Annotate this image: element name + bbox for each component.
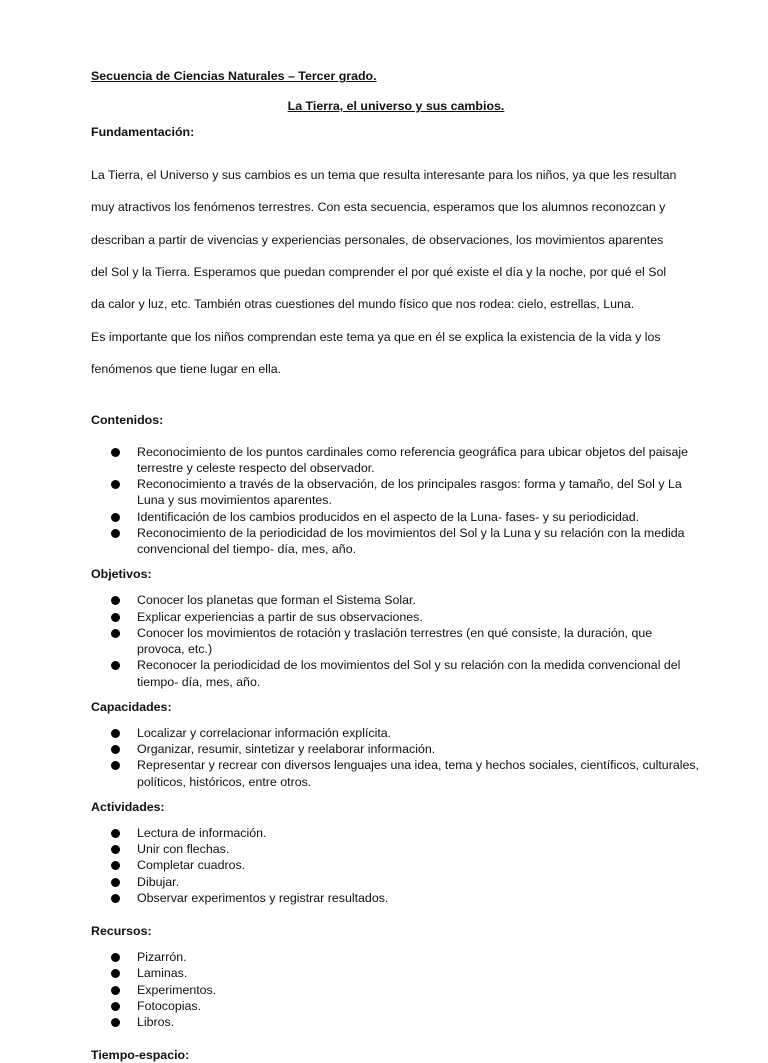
- list-item-text: Dibujar.: [137, 874, 180, 889]
- list-item: [91, 609, 701, 625]
- bullet-icon: [111, 613, 120, 622]
- bullet-icon: [111, 529, 120, 538]
- fundamentacion-line: da calor y luz, etc. También otras cuestiones del mundo físico que nos rodea: cielo, estrellas, Luna.: [91, 297, 635, 312]
- list-item-text: Laminas.: [137, 966, 188, 981]
- list-item: [91, 509, 701, 525]
- fundamentacion-paragraph: [91, 151, 701, 394]
- bullet-icon: [111, 729, 120, 738]
- bullet-icon: [111, 661, 120, 670]
- bullet-icon: [111, 745, 120, 754]
- list-item: [91, 841, 701, 857]
- list-item-text: Lectura de información.: [137, 825, 267, 840]
- list-item: [91, 998, 701, 1014]
- bullet-icon: [111, 878, 120, 887]
- list-item-text: Identificación de los cambios producidos en el aspecto de la Luna- fases- y su periodicidad.: [137, 509, 640, 524]
- actividades-heading: Actividades:: [91, 799, 165, 814]
- list-item: [91, 476, 701, 508]
- bullet-icon: [111, 629, 120, 638]
- list-item-text: Experimentos.: [137, 982, 217, 997]
- fundamentacion-line: fenómenos que tiene lugar en ella.: [91, 362, 282, 377]
- objetivos-list: [91, 592, 701, 689]
- list-item: [91, 965, 701, 981]
- recursos-heading: Recursos:: [91, 923, 152, 938]
- objetivos-heading: Objetivos:: [91, 567, 152, 582]
- actividades-list: [91, 825, 701, 906]
- list-item-text: Representar y recrear con diversos lenguajes una idea, tema y hechos sociales, científicos, culturales, políticos, históricos, entre otros.: [137, 758, 699, 789]
- capacidades-heading: Capacidades:: [91, 699, 172, 714]
- list-item-text: Fotocopias.: [137, 998, 202, 1013]
- list-item: [91, 825, 701, 841]
- bullet-icon: [111, 761, 120, 770]
- contenidos-list: [91, 444, 701, 557]
- bullet-icon: [111, 596, 120, 605]
- bullet-icon: [111, 448, 120, 457]
- fundamentacion-heading: Fundamentación:: [91, 125, 195, 140]
- recursos-list: [91, 949, 701, 1030]
- bullet-icon: [111, 1018, 120, 1027]
- bullet-icon: [111, 969, 120, 978]
- list-item: [91, 1014, 701, 1030]
- bullet-icon: [111, 986, 120, 995]
- bullet-icon: [111, 845, 120, 854]
- list-item-text: Pizarrón.: [137, 950, 187, 965]
- list-item-text: Reconocer la periodicidad de los movimientos del Sol y su relación con la medida convencional del tiempo- día, mes, año.: [137, 658, 681, 689]
- document-subtitle: La Tierra, el universo y sus cambios.: [287, 99, 505, 114]
- list-item-text: Completar cuadros.: [137, 858, 246, 873]
- list-item-text: Observar experimentos y registrar resultados.: [137, 890, 389, 905]
- document-page: [91, 68, 701, 1063]
- list-item: [91, 525, 701, 557]
- contenidos-heading: Contenidos:: [91, 412, 164, 427]
- bullet-icon: [111, 861, 120, 870]
- list-item-text: Conocer los movimientos de rotación y traslación terrestres (en qué consiste, la duración, que provoca, etc.): [137, 625, 653, 657]
- list-item: [91, 982, 701, 998]
- fundamentacion-line: del Sol y la Tierra. Esperamos que puedan comprender el por qué existe el día y la noche, por qué el Sol: [91, 265, 667, 280]
- capacidades-list: [91, 725, 701, 790]
- tiempo-espacio-heading: Tiempo-espacio:: [91, 1048, 190, 1063]
- document-title: Secuencia de Ciencias Naturales – Tercer grado.: [91, 69, 377, 83]
- bullet-icon: [111, 480, 120, 489]
- fundamentacion-line: describan a partir de vivencias y experiencias personales, de observaciones, los movimientos aparentes: [91, 232, 664, 247]
- bullet-icon: [111, 1002, 120, 1011]
- list-item-text: Organizar, resumir, sintetizar y reelaborar información.: [137, 742, 436, 757]
- list-item: [91, 857, 701, 873]
- bullet-icon: [111, 953, 120, 962]
- list-item: [91, 444, 701, 476]
- list-item-text: Reconocimiento de la periodicidad de los movimientos del Sol y la Luna y su relación con la medida convencional del tiempo- día, mes, año.: [137, 525, 685, 557]
- fundamentacion-line: La Tierra, el Universo y sus cambios es un tema que resulta interesante para los niños, ya que les resultan: [91, 167, 677, 182]
- list-item-text: Explicar experiencias a partir de sus observaciones.: [137, 609, 423, 624]
- list-item: [91, 592, 701, 608]
- list-item-text: Libros.: [137, 1014, 175, 1029]
- fundamentacion-line: Es importante que los niños comprendan este tema ya que en él se explica la existencia de la vida y los: [91, 329, 661, 344]
- list-item: [91, 890, 701, 906]
- list-item: [91, 741, 701, 757]
- bullet-icon: [111, 829, 120, 838]
- list-item: [91, 949, 701, 965]
- list-item-text: Unir con flechas.: [137, 842, 230, 857]
- bullet-icon: [111, 513, 120, 522]
- list-item-text: Reconocimiento a través de la observación, de los principales rasgos: forma y tamaño, del Sol y La Luna y sus movimientos aparentes.: [137, 477, 682, 508]
- list-item-text: Localizar y correlacionar información explícita.: [137, 725, 392, 740]
- list-item: [91, 625, 701, 657]
- list-item-text: Reconocimiento de los puntos cardinales como referencia geográfica para ubicar objetos del paisaje terrestre y celeste respecto del observador.: [137, 444, 689, 476]
- list-item: [91, 874, 701, 890]
- fundamentacion-line: muy atractivos los fenómenos terrestres. Con esta secuencia, esperamos que los alumnos reconozcan y: [91, 200, 666, 215]
- bullet-icon: [111, 894, 120, 903]
- list-item: [91, 725, 701, 741]
- list-item: [91, 657, 701, 689]
- list-item: [91, 757, 701, 789]
- list-item-text: Conocer los planetas que forman el Sistema Solar.: [137, 593, 416, 608]
